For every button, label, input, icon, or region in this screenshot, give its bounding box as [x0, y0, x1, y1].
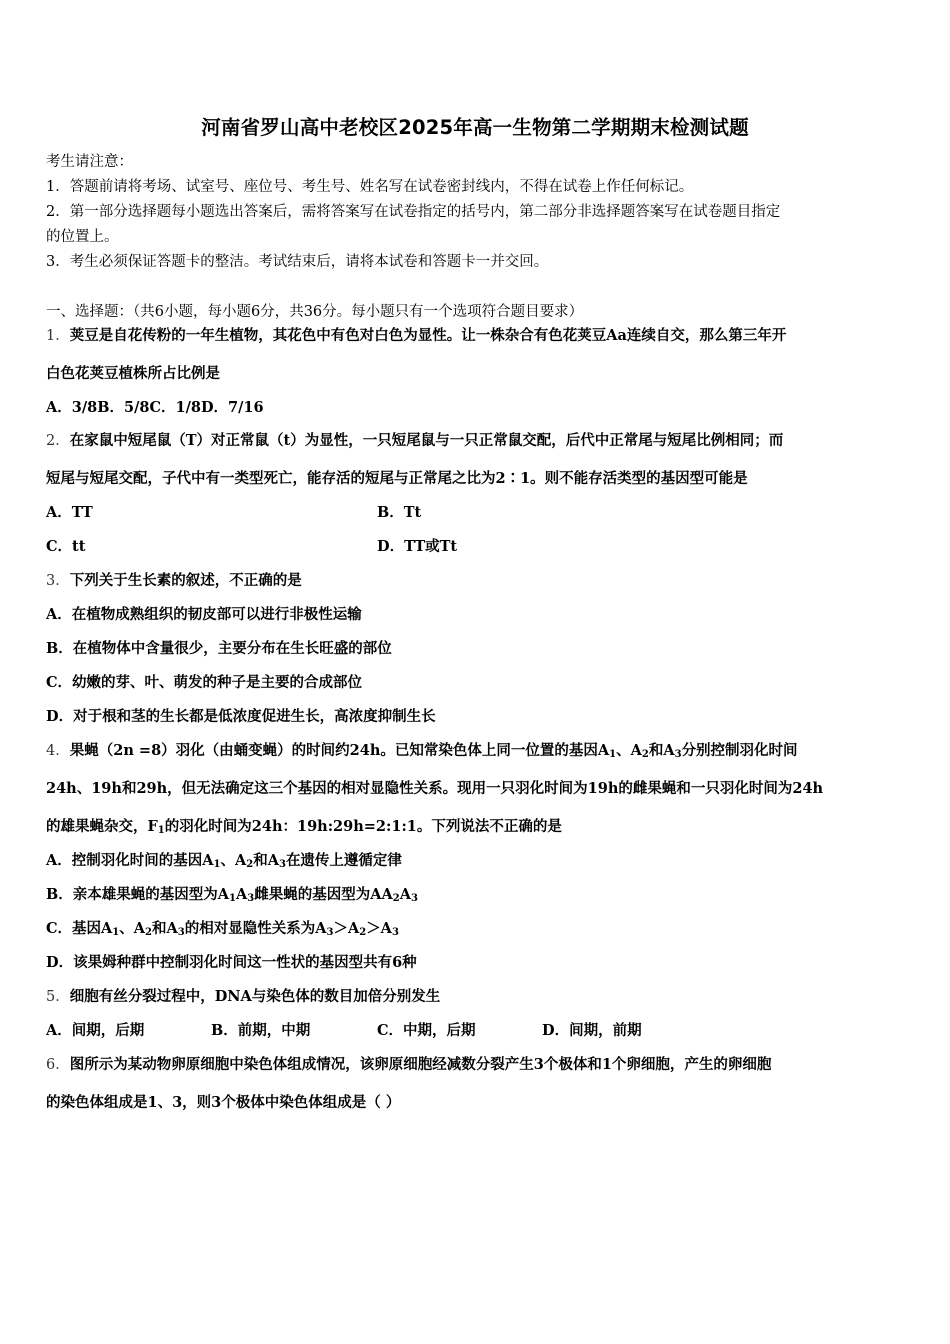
- option-a: [46, 851, 402, 871]
- question-number: 5．: [46, 989, 70, 1005]
- option-d: D．间期，前期: [542, 1022, 642, 1039]
- option-b: [46, 885, 418, 905]
- question-text: 下列关于生长素的叙述，不正确的是: [69, 572, 302, 589]
- subscript: 1: [157, 825, 165, 836]
- question-number: 4．: [46, 743, 70, 759]
- notice-item-2: 2．第一部分选择题每小题选出答案后，需将答案写在试卷指定的括号内，第二部分非选择题答案写在试卷题目指定: [46, 204, 781, 220]
- subscript: 1: [213, 859, 221, 870]
- question-text: 的雄果蝇杂交，F: [46, 818, 158, 835]
- subscript: 2: [392, 893, 400, 904]
- subscript: 2: [145, 927, 152, 938]
- subscript: 3: [674, 749, 682, 760]
- option-text: 在遗传上遵循定律: [285, 852, 402, 869]
- option-d: D．对于根和茎的生长都是低浓度促进生长，高浓度抑制生长: [46, 708, 436, 725]
- option-b: B．前期，中期: [211, 1022, 311, 1039]
- question-1-cont: 白色花荚豆植株所占比例是: [46, 365, 220, 382]
- subscript: 2: [641, 749, 649, 760]
- question-3: [46, 571, 302, 591]
- subscript: 3: [177, 927, 185, 938]
- question-text: 图所示为某动物卵原细胞中染色体组成情况，该卵原细胞经减数分裂产生3个极体和1个卵细胞，产生的卵细胞: [69, 1056, 772, 1073]
- question-text: 、A: [616, 742, 642, 759]
- notice-heading: 考生请注意：: [46, 154, 133, 170]
- option-text: 和A: [152, 920, 178, 937]
- option-text: 、A: [119, 920, 146, 937]
- question-number: 1．: [46, 328, 70, 344]
- subscript: 1: [112, 927, 120, 938]
- page-title: 河南省罗山高中老校区2025年高一生物第二学期期末检测试题: [201, 116, 749, 139]
- subscript: 3: [410, 893, 418, 904]
- subscript: 2: [359, 927, 367, 938]
- option-text: A．控制羽化时间的基因A: [46, 852, 214, 869]
- question-text: 和A: [648, 742, 675, 759]
- option-text: ＞A: [366, 920, 392, 937]
- section-heading: 一、选择题：（共6小题，每小题6分，共36分。每小题只有一个选项符合题目要求）: [46, 304, 584, 320]
- option-d: D．该果姆种群中控制羽化时间这一性状的基因型共有6种: [46, 954, 417, 971]
- option-text: B．亲本雄果蝇的基因型为A: [46, 886, 230, 903]
- option-b: B．Tt: [377, 504, 422, 521]
- option-text: 的相对显隐性关系为A: [184, 920, 327, 937]
- question-text: 分别控制羽化时间: [681, 742, 798, 759]
- subscript: 3: [391, 927, 399, 938]
- option-c: [46, 919, 399, 939]
- question-4-cont: 24h、19h和29h，但无法确定这三个基因的相对显隐性关系。现用一只羽化时间为19h的雌果蝇和一只羽化时间为24h: [46, 780, 824, 797]
- question-number: 3．: [46, 573, 70, 589]
- option-a: A．在植物成熟组织的韧皮部可以进行非极性运输: [46, 606, 362, 623]
- option-text: C．基因A: [46, 920, 113, 937]
- question-1: [46, 326, 786, 346]
- option-a: A．间期，后期: [46, 1022, 145, 1039]
- question-5: [46, 987, 440, 1007]
- subscript: 1: [229, 893, 236, 904]
- option-c: C．幼嫩的芽、叶、萌发的种子是主要的合成部位: [46, 674, 363, 691]
- subscript: 3: [278, 859, 286, 870]
- question-6: [46, 1055, 771, 1075]
- option-d: D．TT或Tt: [377, 538, 458, 555]
- question-text: 果蝇（2n =8）羽化（由蛹变蝇）的时间约24h。已知常染色体上同一位置的基因A: [69, 742, 610, 759]
- notice-item-1: 1．答题前请将考场、试室号、座位号、考生号、姓名写在试卷密封线内，不得在试卷上作任何标记。: [46, 179, 694, 195]
- question-text: 在家鼠中短尾鼠（T）对正常鼠（t）为显性，一只短尾鼠与一只正常鼠交配，后代中正常尾与短尾比例相同；而: [69, 432, 784, 449]
- notice-item-3: 3．考生必须保证答题卡的整洁。考试结束后，请将本试卷和答题卡一并交回。: [46, 254, 549, 270]
- question-1-options: A．3/8B．5/8C．1/8D．7/16: [46, 399, 264, 416]
- option-c: C．中期，后期: [377, 1022, 476, 1039]
- option-text: ＞A: [333, 920, 360, 937]
- option-text: 、A: [220, 852, 247, 869]
- option-text: A: [399, 886, 411, 903]
- question-4-cont: [46, 817, 562, 837]
- question-number: 6．: [46, 1057, 70, 1073]
- question-text: 的羽化时间为24h：19h:29h=2:1:1。下列说法不正确的是: [164, 818, 562, 835]
- question-4: [46, 741, 798, 761]
- question-text: 细胞有丝分裂过程中，DNA与染色体的数目加倍分别发生: [69, 988, 441, 1005]
- question-6-cont: 的染色体组成是1、3，则3个极体中染色体组成是（ ）: [46, 1094, 401, 1111]
- option-b: B．在植物体中含量很少，主要分布在生长旺盛的部位: [46, 640, 392, 657]
- option-text: A: [235, 886, 248, 903]
- subscript: 2: [246, 859, 254, 870]
- option-text: 和A: [253, 852, 279, 869]
- option-text: 雌果蝇的基因型为AA: [254, 886, 393, 903]
- subscript: 3: [247, 893, 255, 904]
- question-number: 2．: [46, 433, 70, 449]
- question-text: 荚豆是自花传粉的一年生植物，其花色中有色对白色为显性。让一株杂合有色花荚豆Aa连续自交，那么第三年开: [69, 327, 787, 344]
- option-a: A．TT: [46, 504, 93, 521]
- question-2: [46, 431, 783, 451]
- notice-item-2-cont: 的位置上。: [46, 229, 119, 245]
- question-2-cont: 短尾与短尾交配，子代中有一类型死亡，能存活的短尾与正常尾之比为2∶1。则不能存活类型的基因型可能是: [46, 470, 748, 487]
- subscript: 3: [326, 927, 334, 938]
- subscript: 1: [609, 749, 617, 760]
- option-c: C．tt: [46, 538, 86, 555]
